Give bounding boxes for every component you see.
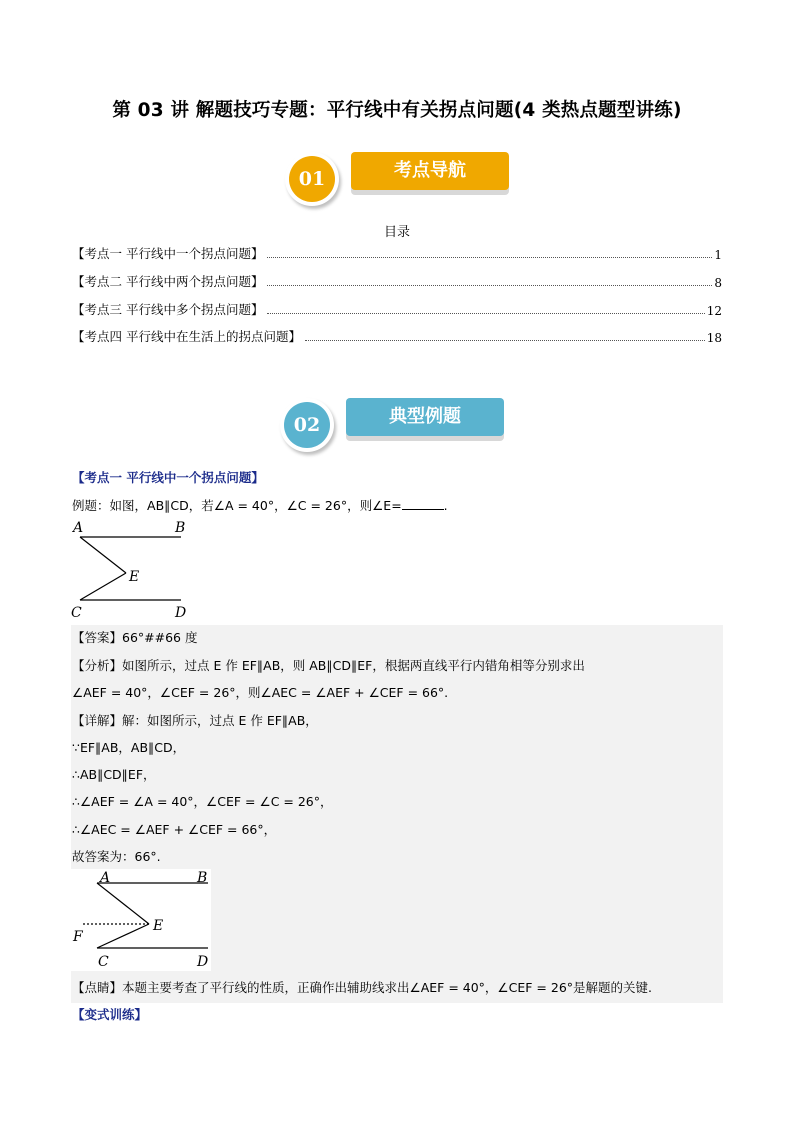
label-d: D xyxy=(197,954,209,970)
answer-line: 【答案】66°##66 度 xyxy=(72,630,198,645)
banner-label: 考点导航 xyxy=(351,152,509,190)
answer-blank[interactable] xyxy=(402,497,444,510)
label-b: B xyxy=(197,870,208,886)
label-b: B xyxy=(175,520,186,536)
variant-heading: 【变式训练】 xyxy=(72,1007,148,1022)
label-a: A xyxy=(100,870,111,886)
label-e: E xyxy=(129,569,140,585)
label-a: A xyxy=(73,520,84,536)
example-suffix: . xyxy=(443,498,448,513)
banner-number-circle xyxy=(280,398,334,452)
toc-heading: 目录 xyxy=(383,225,410,240)
toc-item[interactable] xyxy=(72,272,722,290)
toc-item-page: 8 xyxy=(714,276,722,290)
toc-item-label: 【考点一 平行线中一个拐点问题】 xyxy=(72,246,264,261)
line-ae xyxy=(80,537,126,573)
example-prefix: 例题：如图， xyxy=(72,498,148,513)
comment-line: 【点睛】本题主要考查了平行线的性质，正确作出辅助线求出∠AEF = 40°，∠CEF = 26°是解题的关键. xyxy=(72,980,652,995)
toc-leader-dots xyxy=(267,257,712,258)
toc-leader-dots xyxy=(305,340,705,341)
toc-item[interactable] xyxy=(72,300,722,318)
figure-background xyxy=(71,869,211,971)
banner-label: 典型例题 xyxy=(346,398,504,436)
toc-leader-dots xyxy=(267,313,704,314)
page-title: 第 03 讲 解题技巧专题：平行线中有关拐点问题(4 类热点题型讲练) xyxy=(112,100,682,121)
toc-item-page: 18 xyxy=(706,331,722,345)
toc-leader-dots xyxy=(267,285,712,286)
toc-item[interactable] xyxy=(72,244,722,262)
toc-item-label: 【考点二 平行线中两个拐点问题】 xyxy=(72,274,264,289)
banner-number-circle xyxy=(285,152,339,206)
example-question xyxy=(72,496,448,514)
detail-line-1: 【详解】解：如图所示，过点 E 作 EF∥AB， xyxy=(72,713,318,728)
analysis-line-2: ∠AEF = 40°，∠CEF = 26°，则∠AEC = ∠AEF + ∠CEF = 66°. xyxy=(72,685,449,700)
toc-item[interactable] xyxy=(72,327,722,345)
section-heading: 【考点一 平行线中一个拐点问题】 xyxy=(72,470,264,485)
toc-item-label: 【考点四 平行线中在生活上的拐点问题】 xyxy=(72,329,301,344)
analysis-line-1: 【分析】如图所示，过点 E 作 EF∥AB，则 AB∥CD∥EF，根据两直线平行内错角相等分别求出 xyxy=(72,658,585,673)
label-f: F xyxy=(73,929,83,945)
toc-item-page: 12 xyxy=(706,304,722,318)
toc-item-label: 【考点三 平行线中多个拐点问题】 xyxy=(72,302,264,317)
detail-line-5: ∴∠AEC = ∠AEF + ∠CEF = 66°， xyxy=(72,822,277,837)
label-e: E xyxy=(153,918,164,934)
banner-number: 02 xyxy=(284,402,330,448)
line-ec xyxy=(80,573,126,600)
toc-item-page: 1 xyxy=(714,248,722,262)
detail-line-3: ∴AB∥CD∥EF， xyxy=(72,767,156,782)
figure-auxiliary-line xyxy=(71,869,211,971)
label-c: C xyxy=(98,954,109,970)
banner-number: 01 xyxy=(289,156,335,202)
label-d: D xyxy=(175,605,187,621)
detail-line-4: ∴∠AEF = ∠A = 40°，∠CEF = ∠C = 26°， xyxy=(72,794,333,809)
detail-line-2: ∵EF∥AB，AB∥CD， xyxy=(72,740,186,755)
label-c: C xyxy=(71,605,82,621)
figure-parallel-lines xyxy=(66,516,196,622)
example-condition: AB∥CD，若∠A = 40°，∠C = 26°，则∠E= xyxy=(147,498,402,513)
detail-line-6: 故答案为：66°. xyxy=(72,849,161,864)
